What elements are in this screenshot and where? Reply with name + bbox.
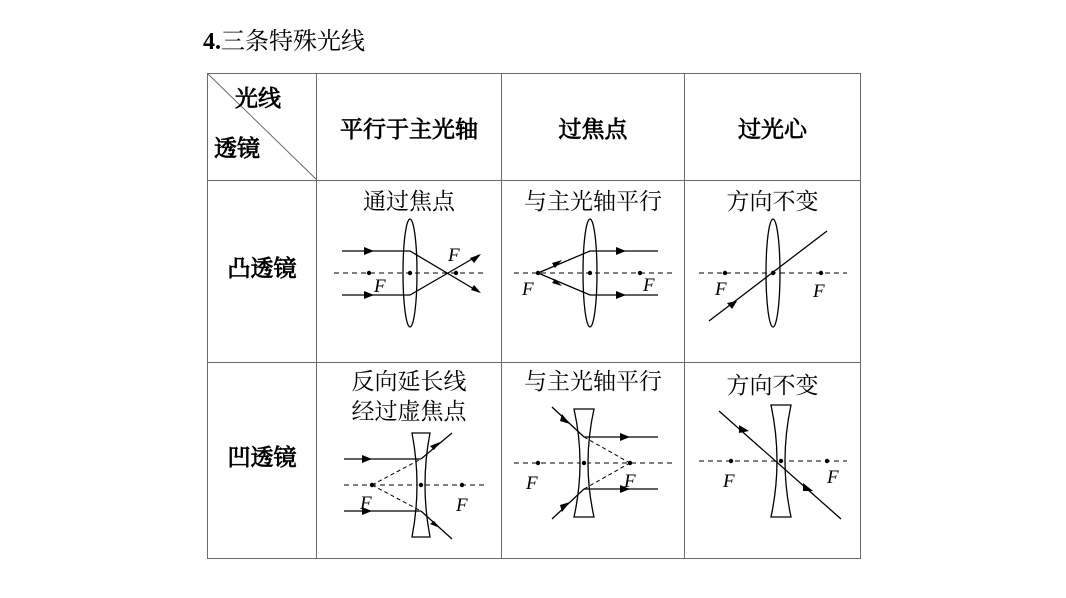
caption-convex-parallel: 通过焦点 [363, 189, 455, 215]
caption-concave-focus: 与主光轴平行 [524, 369, 662, 395]
cell-convex-center [685, 181, 861, 363]
caption-concave-parallel: 反向延长线 经过虚焦点 [351, 369, 467, 425]
focus-label: F [624, 471, 636, 492]
cell-convex-focus [502, 181, 685, 363]
focus-label: F [374, 276, 386, 297]
diagram-concave-center [693, 401, 853, 527]
col-header-parallel: 平行于主光轴 [317, 74, 502, 181]
diagram-convex-parallel [324, 217, 494, 355]
caption-convex-center: 方向不变 [726, 189, 819, 215]
row-header-convex: 凸透镜 [208, 181, 317, 363]
corner-label-lens: 透镜 [214, 136, 260, 162]
diagram-convex-focus [508, 217, 678, 355]
focus-label: F [714, 279, 727, 300]
special-rays-table [207, 73, 861, 559]
focus-label: F [522, 279, 534, 300]
section-heading [203, 26, 365, 57]
cell-convex-parallel [317, 181, 502, 363]
caption-concave-center: 方向不变 [726, 373, 819, 399]
diagram-concave-parallel [324, 427, 494, 545]
diagram-convex-center [693, 217, 853, 355]
focus-label: F [826, 467, 839, 488]
diagram-concave-focus [508, 397, 678, 523]
cell-concave-parallel [317, 363, 502, 559]
header-row [208, 74, 861, 181]
focus-label: F [643, 275, 655, 296]
row-concave [208, 363, 861, 559]
heading-text: 三条特殊光线 [221, 27, 365, 55]
col-header-center: 过光心 [685, 74, 861, 181]
row-header-concave: 凹透镜 [208, 363, 317, 559]
corner-label-rays: 光线 [235, 86, 281, 112]
caption-convex-focus: 与主光轴平行 [524, 189, 662, 215]
focus-label: F [448, 245, 460, 266]
focus-label: F [526, 473, 538, 494]
col-header-focus: 过焦点 [502, 74, 685, 181]
row-convex [208, 181, 861, 363]
cell-concave-focus [502, 363, 685, 559]
focus-label: F [456, 495, 468, 516]
focus-label: F [360, 493, 372, 514]
cell-concave-center [685, 363, 861, 559]
heading-number: 4. [203, 29, 221, 55]
focus-label: F [722, 471, 735, 492]
focus-label: F [812, 281, 825, 302]
corner-cell [208, 74, 317, 181]
